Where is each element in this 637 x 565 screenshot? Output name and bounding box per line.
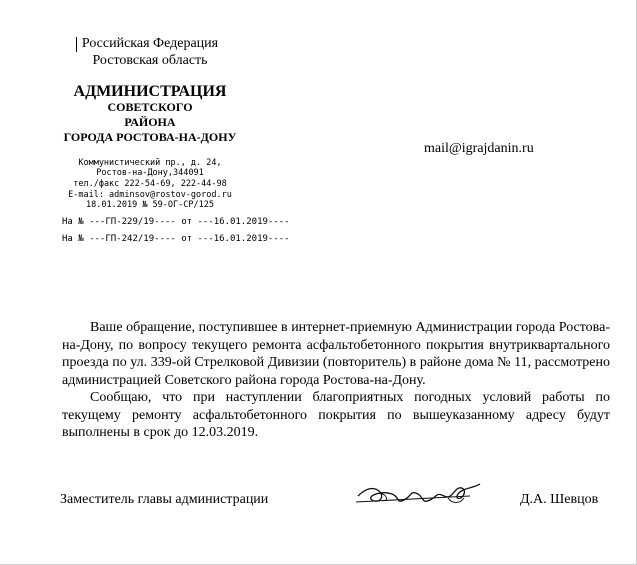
country-line: Российская Федерация [81,36,219,51]
sender-email-line: E-mail: adminsov@rostov-gorod.ru [68,190,232,200]
handwritten-signature [352,474,492,514]
outgoing-number: 18.01.2019 № 59-ОГ-СР/125 [86,200,214,210]
address-line-1: Коммунистический пр., д. 24, [78,158,222,168]
city-line: ГОРОДА РОСТОВА-НА-ДОНУ [63,130,237,144]
body-paragraph-1: Ваше обращение, поступившее в интернет-приемную Администрации города Ростова-на-Дону, по вопросу текущего ремонта асфальтобетонного покрытия внутриквартального проезда по ул. 339-ой Стрелковой Дивизии (повторитель) в районе дома № 11, рассмотрено администрацией Советского района города Ростова-на-Дону. [62,320,610,388]
body-paragraph-2: Сообщаю, что при наступлении благоприятных погодных условий работы по текущему ремонту асфальтобетонного покрытия по вышеуказанному адресу будут выполнены в срок до 12.03.2019. [62,390,610,440]
region-line: Ростовская область [92,53,208,68]
signatory-name: Д.А. Шевцов [520,492,599,507]
letter-body [62,319,610,442]
recipient-email: mail@igrajdanin.ru [424,141,534,156]
district-line-1: СОВЕТСКОГО [107,100,193,114]
admin-heading: АДМИНИСТРАЦИЯ [73,83,227,100]
reference-line-1: На № ---ГП-229/19---- от ---16.01.2019---- [62,217,290,227]
phone-line: тел./факс 222-54-69, 222-44-98 [73,179,227,189]
signatory-title: Заместитель главы администрации [60,492,269,507]
reference-line-2: На № ---ГП-242/19---- от ---16.01.2019---- [62,234,290,244]
district-line-2: РАЙОНА [124,115,176,129]
address-line-2: Ростов-на-Дону,344091 [96,168,204,178]
